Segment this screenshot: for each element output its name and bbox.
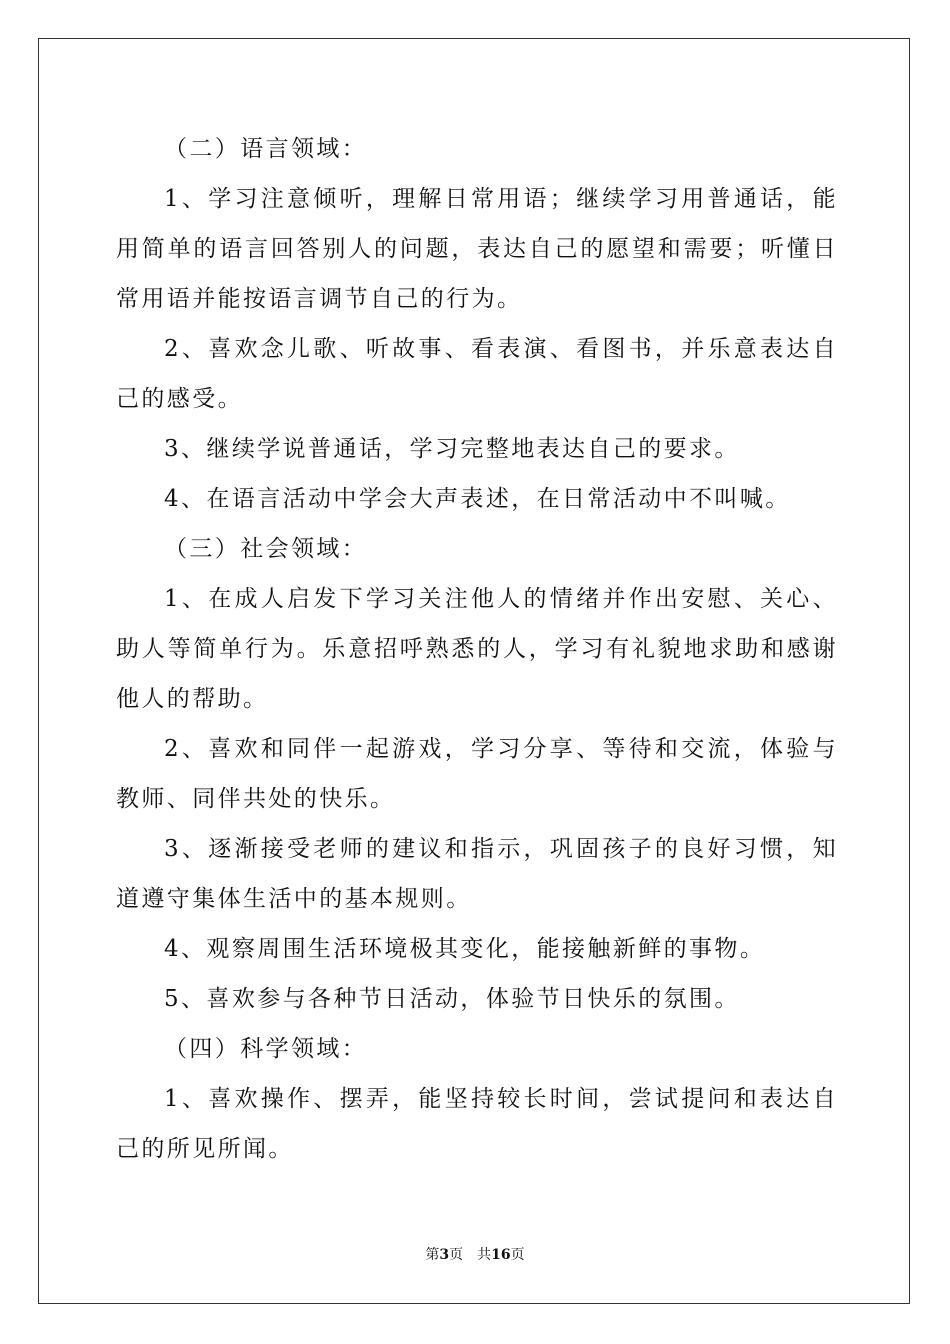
section-heading-science: （四）科学领域：: [164, 1036, 368, 1062]
paragraph: 3、继续学说普通话，学习完整地表达自己的要求。: [164, 436, 740, 462]
document-body: [116, 124, 838, 1174]
paragraph: 1、学习注意倾听，理解日常用语；继续学习用普通话，能用简单的语言回答别人的问题，表达自己的愿望和需要；听懂日常用语并能按语言调节自己的行为。: [116, 186, 838, 312]
section-heading-language: （二）语言领域：: [164, 136, 368, 162]
page-footer: [0, 1245, 950, 1265]
paragraph: 4、观察周围生活环境极其变化，能接触新鲜的事物。: [164, 936, 766, 962]
paragraph: 2、喜欢念儿歌、听故事、看表演、看图书，并乐意表达自己的感受。: [116, 336, 838, 412]
total-suffix: 页: [510, 1247, 525, 1263]
section-heading-social: （三）社会领域：: [164, 536, 368, 562]
paragraph: 1、喜欢操作、摆弄，能坚持较长时间，尝试提问和表达自己的所见所闻。: [116, 1086, 838, 1162]
total-prefix: 共: [477, 1247, 492, 1263]
paragraph: 4、在语言活动中学会大声表述，在日常活动中不叫喊。: [164, 486, 791, 512]
paragraph: 1、在成人启发下学习关注他人的情绪并作出安慰、关心、助人等简单行为。乐意招呼熟悉的人，学习有礼貌地求助和感谢他人的帮助。: [116, 586, 838, 712]
page-prefix: 第: [425, 1247, 440, 1263]
total-pages: 16: [491, 1247, 511, 1263]
paragraph: 5、喜欢参与各种节日活动，体验节日快乐的氛围。: [164, 986, 740, 1012]
paragraph: 3、逐渐接受老师的建议和指示，巩固孩子的良好习惯，知道遵守集体生活中的基本规则。: [116, 836, 838, 912]
page-number: 3: [439, 1247, 450, 1263]
page-suffix: 页: [449, 1247, 464, 1263]
paragraph: 2、喜欢和同伴一起游戏，学习分享、等待和交流，体验与教师、同伴共处的快乐。: [116, 736, 838, 812]
